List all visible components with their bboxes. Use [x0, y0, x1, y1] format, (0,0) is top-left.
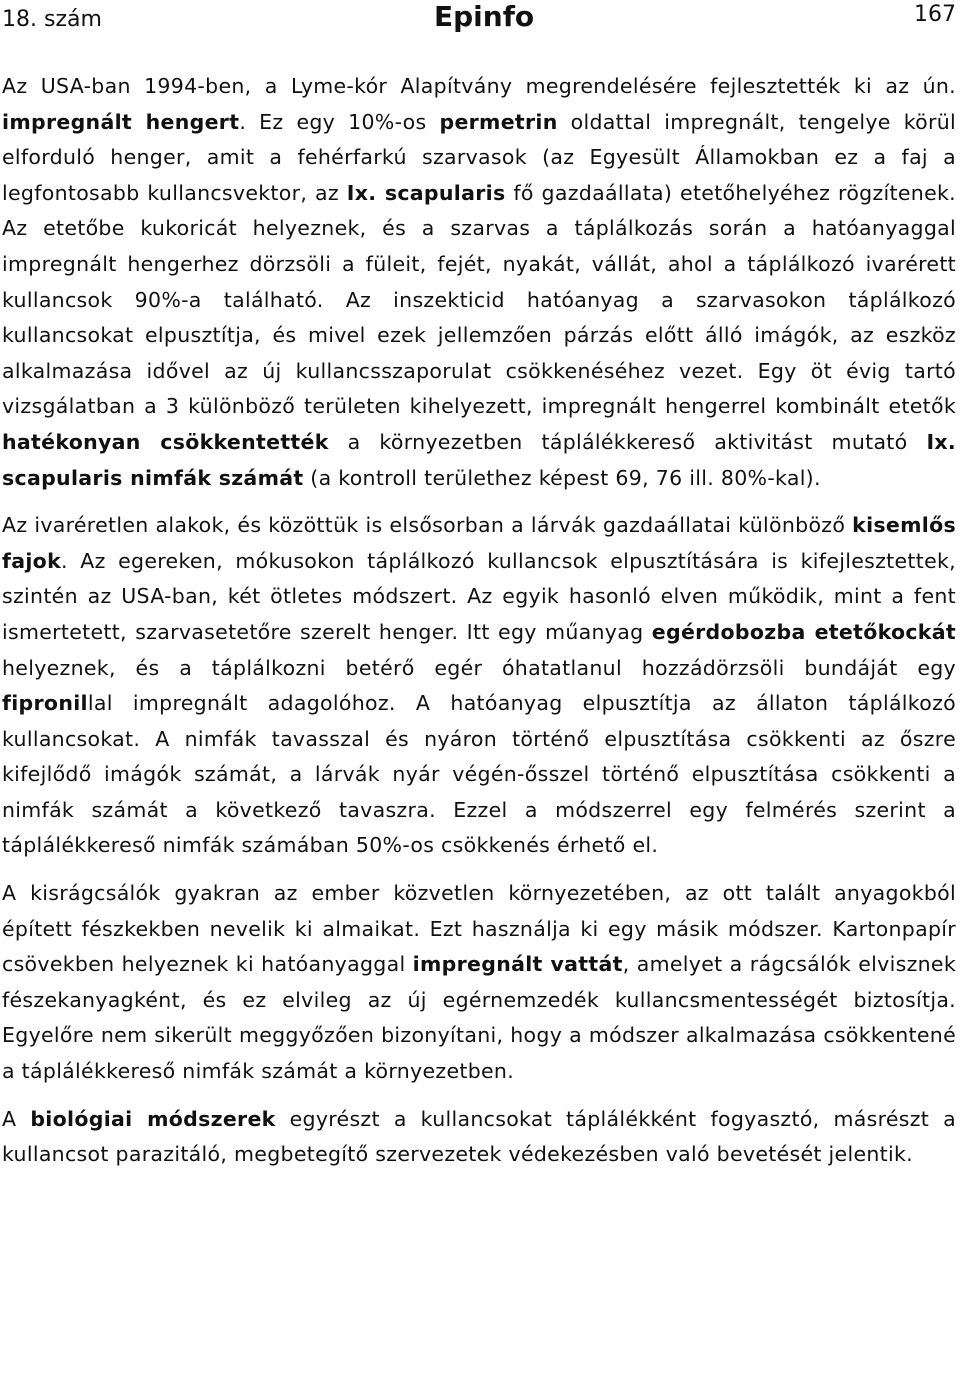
body-text: Az USA-ban 1994-ben, a Lyme-kór Alapítvány megrendelésére fejlesztették ki az ún.: [2, 74, 956, 98]
emphasis-text: kisemlős fajok: [2, 513, 956, 573]
body-text: oldattal impregnált, tengelye körül elforduló henger, amit a fehérfarkú szarvasok (az Egyesült Államokban ez a faj a legfontosabb kullancsvektor, az: [2, 109, 956, 205]
emphasis-text: impregnált hengert: [2, 109, 240, 134]
body-text: A: [2, 1106, 31, 1131]
paragraph: [2, 1102, 956, 1173]
emphasis-text: Ix. scapularis nimfák számát: [2, 429, 956, 490]
page-header: [0, 0, 960, 40]
body-text: . Az egereken, mókusokon táplálkozó kullancsok elpusztítására is kifejlesztettek, szintén az USA-ban, két ötletes módszert. Az egyik hasonló elven működik, mint a fent ismertetett, szarvasetetőre szerelt henger. Itt egy műanyag: [2, 548, 956, 644]
body-text: egyrészt a kullancsokat táplálékként fogyasztó, másrészt a kullancsot parazitáló, megbetegítő szervezetek védekezésben való bevetését jelentik.: [2, 1106, 957, 1167]
article-body: [2, 69, 956, 1173]
body-text: a környezetben táplálékkereső aktivitást mutató: [328, 429, 927, 454]
body-text: fő gazdaállata) etetőhelyéhez rögzítenek. Az etetőbe kukoricát helyeznek, és a szarvas a táplálkozás során a hatóanyaggal impregnált hengerhez dörzsöli a füleit, fejét, nyakát, vállát, ahol a táplálkozó ivarérett kullancsok 90%-a található. Az inszekticid hatóanyag a szarvasokon táplálkozó kullancsokat elpusztítja, és mivel ezek jellemzően párzás előtt álló imágók, az eszköz alkalmazása idővel az új kullancsszaporulat csökkenéséhez vezet. Egy öt évig tartó vizsgálatban a 3 különböző területen kihelyezett, impregnált hengerrel kombinált etetők: [2, 180, 956, 419]
body-text: . Ez egy 10%-os: [239, 109, 440, 134]
emphasis-text: hatékonyan csökkentették: [2, 429, 329, 454]
paragraph: [2, 876, 956, 1090]
emphasis-text: Ix. scapularis: [346, 180, 506, 205]
emphasis-text: permetrin: [439, 109, 558, 134]
issue-label: 18. szám: [2, 7, 102, 32]
paragraph: [2, 508, 956, 864]
emphasis-text: fipronil: [2, 691, 88, 716]
journal-logo: Epinfo: [434, 0, 535, 33]
paragraph: [2, 69, 956, 496]
body-text: , amelyet a rágcsálók elvisznek fészekanyagként, és ez elvileg az új egérnemzedék kullancsmentességét biztosítja. Egyelőre nem sikerült meggyőzően bizonyítani, hogy a módszer alkalmazása csökkentené a táplálékkereső nimfák számát a környezetben.: [2, 952, 957, 1084]
emphasis-text: impregnált vattát: [412, 952, 623, 977]
page-number: 167: [914, 2, 956, 27]
body-text: helyeznek, és a táplálkozni betérő egér óhatatlanul hozzádörzsöli bundáját egy: [2, 655, 956, 680]
body-text: A kisrágcsálók gyakran az ember közvetlen környezetében, az ott talált anyagokból épített fészkekben nevelik ki almaikat. Ezt használja ki egy másik módszer. Kartonpapír csövekben helyeznek ki hatóanyaggal: [2, 881, 956, 977]
body-text: Az ivaréretlen alakok, és közöttük is elsősorban a lárvák gazdaállatai különböző: [2, 513, 853, 538]
emphasis-text: biológiai módszerek: [30, 1106, 276, 1131]
body-text: (a kontroll területhez képest 69, 76 ill. 80%-kal).: [303, 465, 821, 490]
emphasis-text: egérdobozba etetőkockát: [651, 619, 956, 644]
body-text: lal impregnált adagolóhoz. A hatóanyag elpusztítja az állaton táplálkozó kullancsokat. A nimfák tavasszal és nyáron történő elpusztítása csökkenti az őszre kifejlődő imágók számát, a lárvák nyár végén-ősszel történő elpusztítása csökkenti a nimfák számát a következő tavaszra. Ezzel a módszerrel egy felmérés szerint a táplálékkereső nimfák számában 50%-os csökkenés érhető el.: [2, 691, 956, 858]
